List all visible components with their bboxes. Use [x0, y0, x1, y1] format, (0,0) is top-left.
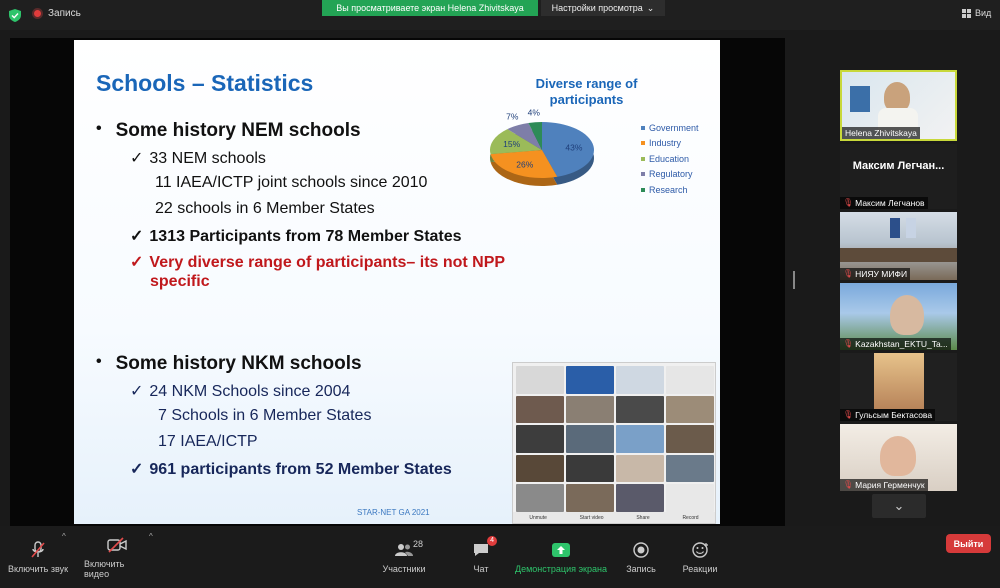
- flag-decor: [906, 218, 916, 238]
- mosaic-video-tile: [516, 366, 564, 394]
- participant-display-name: Максим Легчан...: [852, 160, 945, 172]
- avatar: [880, 436, 916, 476]
- recording-indicator[interactable]: [32, 8, 81, 19]
- nem-line-3: 22 schools in 6 Member States: [155, 200, 375, 217]
- participant-tile[interactable]: [840, 283, 957, 350]
- participant-name-text: НИЯУ МИФИ: [855, 269, 908, 279]
- participants-label: Участники: [382, 563, 426, 574]
- nkm-header: Some history NKM schools: [115, 353, 362, 374]
- view-settings-label: Настройки просмотра: [551, 3, 643, 13]
- panel-resize-handle[interactable]: [793, 271, 795, 289]
- checkmark-icon: ✓: [130, 228, 144, 245]
- participant-name-text: Гульсым Бектасова: [855, 410, 933, 420]
- chevron-down-icon: ⌄: [646, 2, 655, 13]
- mosaic-video-tile: [666, 484, 714, 512]
- nem-line-1-text: 33 NEM schools: [149, 150, 266, 167]
- pie-label-education: 15%: [503, 139, 521, 150]
- smiley-reaction-icon: [692, 542, 709, 558]
- mosaic-video-tile: [566, 366, 614, 394]
- share-screen-label: Демонстрация экрана: [515, 563, 607, 574]
- nem-line-2: 11 IAEA/ICTP joint schools since 2010: [155, 174, 428, 191]
- legend-item-education: [641, 151, 699, 167]
- share-screen-icon: [552, 543, 570, 557]
- presentation-slide: [74, 40, 720, 524]
- checkmark-icon: ✓: [130, 150, 144, 167]
- legend-swatch: [641, 172, 645, 176]
- record-label: Запись: [48, 8, 81, 19]
- unmute-label: Включить звук: [7, 563, 69, 574]
- participants-icon: [395, 543, 413, 557]
- mosaic-toolbar: [513, 512, 715, 523]
- chat-label: Чат: [473, 563, 489, 574]
- legend-item-government: [641, 120, 699, 136]
- legend-label: Industry: [649, 138, 682, 149]
- participant-name-text: Максим Легчанов: [855, 198, 925, 208]
- unmute-button[interactable]: [6, 526, 70, 588]
- chevron-down-icon: ⌄: [893, 498, 905, 513]
- mosaic-video-tile: [666, 455, 714, 483]
- participant-name: [840, 268, 910, 280]
- mosaic-start-video-label: Start video: [579, 514, 604, 521]
- reactions-label: Реакции: [682, 563, 718, 574]
- mic-muted-icon: 🎙: [843, 339, 854, 348]
- nkm-line-4: [130, 459, 452, 479]
- viewing-screen-banner: Вы просматриваете экран Helena Zhivitskaya: [322, 0, 538, 16]
- legend-swatch: [641, 126, 645, 130]
- pie-chart: [488, 107, 628, 196]
- record-icon: [633, 542, 649, 558]
- participant-name-text: Kazakhstan_EKTU_Ta...: [855, 339, 948, 349]
- participants-count: 28: [413, 538, 424, 549]
- chart-title: Diverse range of participants: [535, 76, 638, 107]
- legend-label: Education: [649, 153, 690, 164]
- legend-swatch: [641, 141, 645, 145]
- nem-line-4: [130, 226, 462, 246]
- chat-unread-badge: 4: [487, 536, 497, 546]
- leave-meeting-button[interactable]: Выйти: [946, 534, 991, 553]
- nem-bullet: [96, 120, 361, 142]
- start-video-label: Включить видео: [84, 558, 125, 579]
- share-screen-button[interactable]: [512, 526, 610, 588]
- legend-item-research: [641, 182, 699, 198]
- slide-footer: STAR-NET GA 2021: [357, 508, 430, 517]
- nkm-line-4-text: 961 participants from 52 Member States: [149, 461, 452, 478]
- avatar: [890, 295, 924, 335]
- legend-item-industry: [641, 136, 699, 152]
- avatar: [874, 353, 924, 409]
- mosaic-video-tile: [616, 484, 664, 512]
- table-decor: [840, 248, 957, 262]
- flag-decor: [890, 218, 900, 238]
- mosaic-video-tile: [616, 425, 664, 453]
- mosaic-video-tile: [616, 455, 664, 483]
- mosaic-video-tile: [516, 425, 564, 453]
- nem-line-5: [130, 252, 505, 272]
- checkmark-icon: ✓: [130, 383, 144, 400]
- legend-swatch: [641, 188, 645, 192]
- participant-tile-active[interactable]: [840, 70, 957, 141]
- bullet-dot-icon: •: [96, 120, 102, 137]
- legend-swatch: [641, 157, 645, 161]
- participant-name: [840, 479, 928, 491]
- audio-options-caret-icon[interactable]: ^: [62, 532, 66, 541]
- participants-button[interactable]: [380, 526, 428, 588]
- pie-label-regulatory: 7%: [506, 111, 519, 122]
- participant-tile[interactable]: [840, 144, 957, 209]
- nkm-line-2: 7 Schools in 6 Member States: [158, 407, 372, 424]
- legend-label: Regulatory: [649, 169, 693, 180]
- participant-name: [840, 197, 928, 209]
- mosaic-share-label: Share: [636, 514, 650, 521]
- nem-line-4-text: 1313 Participants from 78 Member States: [149, 228, 462, 245]
- mosaic-video-tile: [516, 484, 564, 512]
- mosaic-unmute-label: Unmute: [529, 514, 547, 521]
- mosaic-record-label: Record: [682, 514, 699, 521]
- mosaic-video-tile: [566, 396, 614, 424]
- top-bar: [0, 0, 1000, 30]
- slide-title: Schools – Statistics: [96, 70, 314, 96]
- scroll-down-button[interactable]: [872, 494, 926, 518]
- pie-label-industry: 26%: [516, 159, 534, 170]
- meeting-toolbar: [0, 526, 1000, 588]
- chat-button[interactable]: [466, 526, 496, 588]
- video-camera-off-icon: [107, 537, 127, 553]
- mosaic-video-tile: [616, 396, 664, 424]
- participant-name: [840, 338, 951, 350]
- video-options-caret-icon[interactable]: ^: [149, 532, 153, 541]
- start-video-button[interactable]: [84, 526, 150, 588]
- record-button[interactable]: [624, 526, 658, 588]
- mosaic-video-tile: [616, 366, 664, 394]
- nem-line-5-text: Very diverse range of participants– its not NPP: [149, 254, 506, 271]
- nkm-line-1-text: 24 NKM Schools since 2004: [149, 383, 351, 400]
- participant-tile[interactable]: [840, 424, 957, 491]
- participant-tile[interactable]: [840, 353, 957, 421]
- microphone-muted-icon: [30, 541, 46, 559]
- legend-label: Research: [649, 184, 688, 195]
- participant-tile[interactable]: [840, 212, 957, 280]
- bullet-dot-icon: •: [96, 353, 102, 370]
- mosaic-video-tile: [566, 455, 614, 483]
- record-dot-icon: [32, 8, 43, 19]
- mic-muted-icon: 🎙: [843, 410, 854, 419]
- checkmark-icon: ✓: [130, 461, 144, 478]
- mosaic-grid: [516, 366, 714, 512]
- mosaic-video-tile: [666, 366, 714, 394]
- mosaic-video-tile: [566, 425, 614, 453]
- mic-muted-icon: 🎙: [843, 198, 854, 207]
- mosaic-video-tile: [666, 425, 714, 453]
- mosaic-video-tile: [566, 484, 614, 512]
- record-label: Запись: [626, 563, 656, 574]
- view-settings-button[interactable]: [541, 0, 665, 16]
- reactions-button[interactable]: [680, 526, 720, 588]
- pie-label-research: 4%: [527, 107, 540, 118]
- participant-name: [840, 409, 935, 421]
- mic-muted-icon: 🎙: [843, 269, 854, 278]
- mosaic-video-tile: [516, 396, 564, 424]
- chat-bubble-icon: [473, 543, 489, 557]
- legend-label: Government: [649, 122, 699, 133]
- nem-line-5-cont: specific: [150, 273, 210, 290]
- view-button[interactable]: [962, 8, 991, 18]
- chart-legend: [641, 120, 699, 198]
- nkm-line-3: 17 IAEA/ICTP: [158, 433, 258, 450]
- participant-name: [842, 127, 920, 139]
- nem-line-1: [130, 148, 266, 168]
- poster-decor: [850, 86, 870, 112]
- nkm-bullet: [96, 353, 362, 375]
- pie-label-government: 43%: [565, 142, 583, 153]
- legend-item-regulatory: [641, 167, 699, 183]
- participant-name-text: Мария Герменчук: [855, 480, 925, 490]
- participant-name-text: Helena Zhivitskaya: [845, 128, 917, 138]
- view-label: Вид: [975, 8, 992, 18]
- nkm-line-1: [130, 381, 350, 401]
- nem-header: Some history NEM schools: [115, 120, 361, 141]
- security-shield-icon[interactable]: [9, 9, 21, 22]
- mic-muted-icon: 🎙: [843, 480, 854, 489]
- mosaic-video-tile: [516, 455, 564, 483]
- checkmark-icon: ✓: [130, 254, 144, 271]
- grid-view-icon: [962, 9, 971, 18]
- video-conference-mosaic-image: [512, 362, 716, 524]
- mosaic-video-tile: [666, 396, 714, 424]
